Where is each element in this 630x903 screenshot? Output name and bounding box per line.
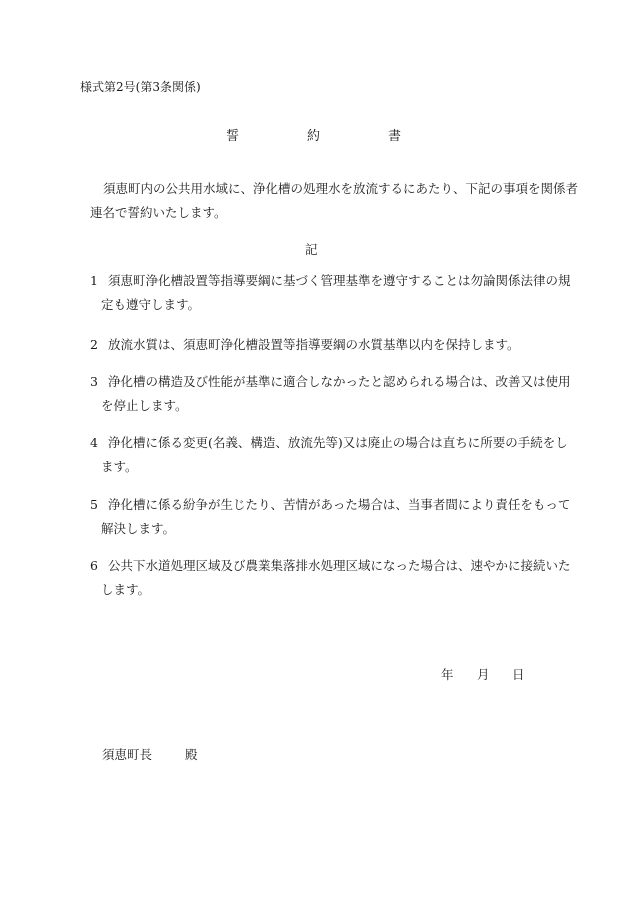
- item-text-line-2: ます。: [101, 459, 138, 474]
- item-text-line-1: 放流水質は、須恵町浄化槽設置等指導要綱の水質基準以内を保持します。: [108, 337, 520, 352]
- intro-paragraph-line-2: 連名で誓約いたします。: [90, 205, 227, 220]
- item-number: 4: [90, 435, 98, 450]
- list-item: [90, 370, 571, 418]
- item-number: 1: [90, 273, 98, 288]
- item-text-line-2: します。: [101, 582, 151, 597]
- item-number: 6: [90, 558, 98, 573]
- list-item: [90, 269, 571, 317]
- document-title-char-3: 書: [388, 129, 402, 144]
- item-text-line-1: 浄化槽の構造及び性能が基準に適合しなかったと認められる場合は、改善又は使用: [108, 374, 571, 389]
- addressee-honorific: 殿: [185, 747, 198, 762]
- list-item: [90, 493, 571, 541]
- item-text-line-1: 浄化槽に係る変更(名義、構造、放流先等)又は廃止の場合は直ちに所要の手続をし: [108, 435, 568, 450]
- item-number: 5: [90, 497, 98, 512]
- ki-heading: 記: [305, 242, 318, 257]
- item-text-line-1: 須恵町浄化槽設置等指導要綱に基づく管理基準を遵守することは勿論関係法律の規: [108, 273, 571, 288]
- list-item: [90, 554, 571, 602]
- item-text-line-1: 公共下水道処理区域及び農業集落排水処理区域になった場合は、速やかに接続いた: [108, 558, 571, 573]
- addressee-name: 須恵町長: [102, 747, 153, 762]
- intro-paragraph-line-1: 須恵町内の公共用水域に、浄化槽の処理水を放流するにあたり、下記の事項を関係者: [103, 181, 579, 196]
- list-item: [90, 431, 568, 479]
- form-number-label: 様式第2号(第3条関係): [80, 80, 201, 94]
- date-month-label: 月: [477, 667, 490, 682]
- item-text-line-2: を停止します。: [101, 398, 188, 413]
- item-text-line-2: 解決します。: [101, 521, 176, 536]
- date-year-label: 年: [441, 667, 454, 682]
- item-text-line-2: 定も遵守します。: [101, 297, 201, 312]
- document-title-char-1: 誓: [226, 129, 240, 144]
- date-day-label: 日: [512, 667, 525, 682]
- document-title-char-2: 約: [307, 129, 321, 144]
- item-number: 3: [90, 374, 98, 389]
- list-item: [90, 333, 550, 357]
- item-number: 2: [90, 337, 98, 352]
- item-text-line-1: 浄化槽に係る紛争が生じたり、苦情があった場合は、当事者間により責任をもって: [108, 497, 571, 512]
